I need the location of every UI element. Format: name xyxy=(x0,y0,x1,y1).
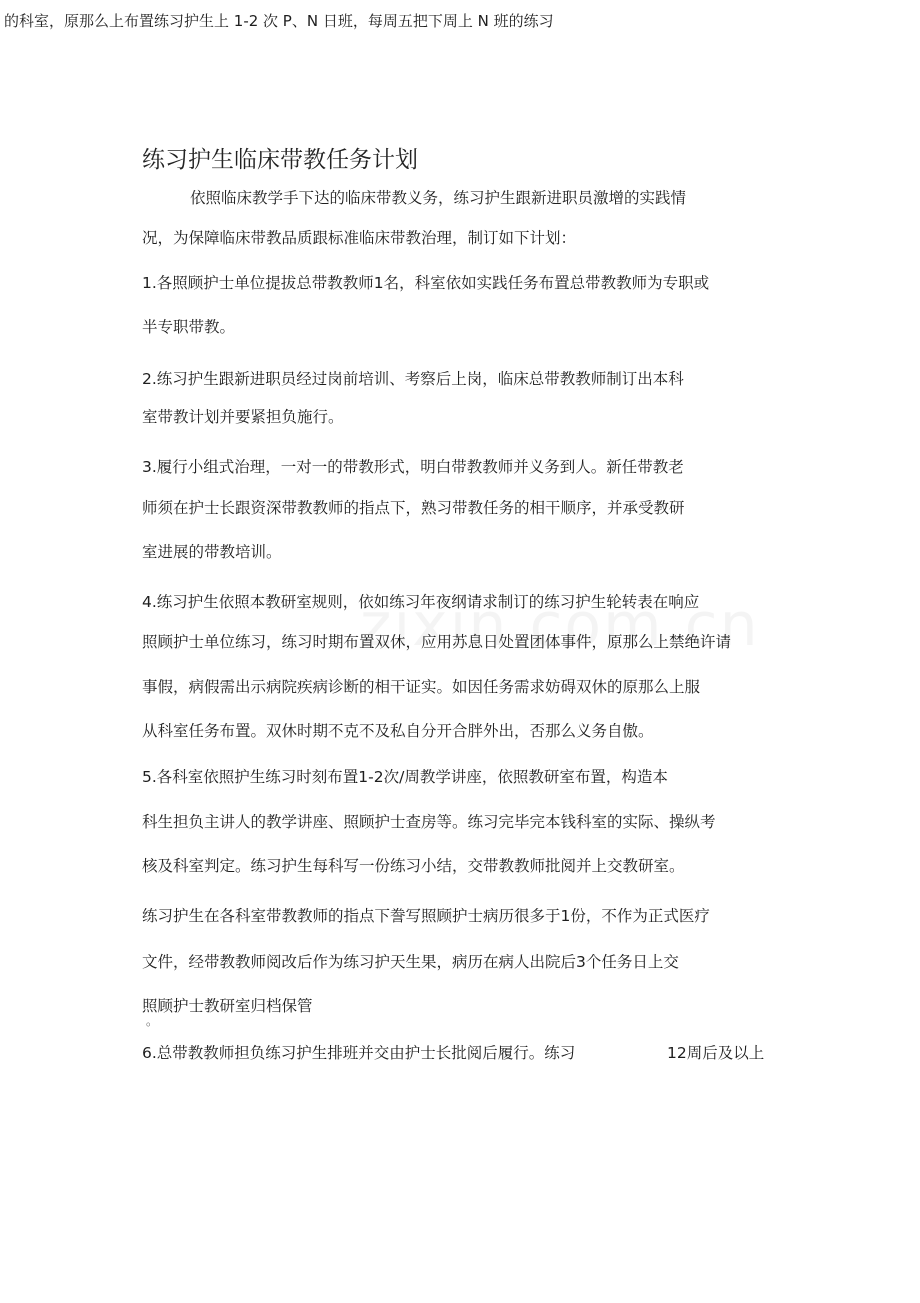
intro-line: 依照临床教学手下达的临床带教义务，练习护生跟新进职员激增的实践情 xyxy=(190,189,687,207)
document-title: 练习护生临床带教任务计划 xyxy=(142,147,418,174)
records-line: 照顾护士教研室归档保管 xyxy=(142,997,313,1015)
item-2-line: 2.练习护生跟新进职员经过岗前培训、考察后上岗，临床总带教教师制订出本科 xyxy=(142,370,684,388)
item-4-line: 4.练习护生依照本教研室规则，依如练习年夜纲请求制订的练习护生轮转表在响应 xyxy=(142,593,700,611)
intro-line: 况，为保障临床带教品质跟标准临床带教治理，制订如下计划： xyxy=(142,229,577,247)
item-5-line: 核及科室判定。练习护生每科写一份练习小结，交带教教师批阅并上交教研室。 xyxy=(142,857,685,875)
item-1-line: 1.各照顾护士单位提拔总带教教师1名，科室依如实践任务布置总带教教师为专职或 xyxy=(142,274,710,292)
item-6-line-right: 12周后及以上 xyxy=(667,1044,765,1062)
item-4-line: 从科室任务布置。双休时期不克不及私自分开合胖外出，否那么义务自傲。 xyxy=(142,722,654,740)
item-4-line: 事假，病假需出示病院疾病诊断的相干证实。如因任务需求妨碍双休的原那么上服 xyxy=(142,678,701,696)
item-6-line: 6.总带教教师担负练习护生排班并交由护士长批阅后履行。练习 xyxy=(142,1044,576,1062)
records-line: 文件，经带教教师阅改后作为练习护天生果，病历在病人出院后3个任务日上交 xyxy=(142,953,679,971)
item-2-line: 室带教计划并要紧担负施行。 xyxy=(142,408,344,426)
item-4-line: 照顾护士单位练习，练习时期布置双休，应用苏息日处置团体事件，原那么上禁绝许请 xyxy=(142,633,732,651)
item-1-line: 半专职带教。 xyxy=(142,318,236,336)
item-3-line: 3.履行小组式治理，一对一的带教形式，明白带教教师并义务到人。新任带教老 xyxy=(142,458,684,476)
header-fragment: 的科室，原那么上布置练习护生上 1-2 次 P、N 日班，每周五把下周上 N 班的练习 xyxy=(4,12,554,30)
item-3-line: 室进展的带教培训。 xyxy=(142,543,282,561)
item-5-line: 5.各科室依照护生练习时刻布置1-2次/周教学讲座，依照教研室布置，构造本 xyxy=(142,768,668,786)
records-tail-mark: 。 xyxy=(146,1014,159,1028)
records-line: 练习护生在各科室带教教师的指点下誊写照顾护士病历很多于1份，不作为正式医疗 xyxy=(142,907,710,925)
item-3-line: 师须在护士长跟资深带教教师的指点下，熟习带教任务的相干顺序，并承受教研 xyxy=(142,499,685,517)
item-5-line: 科生担负主讲人的教学讲座、照顾护士查房等。练习完毕完本钱科室的实际、操纵考 xyxy=(142,813,716,831)
